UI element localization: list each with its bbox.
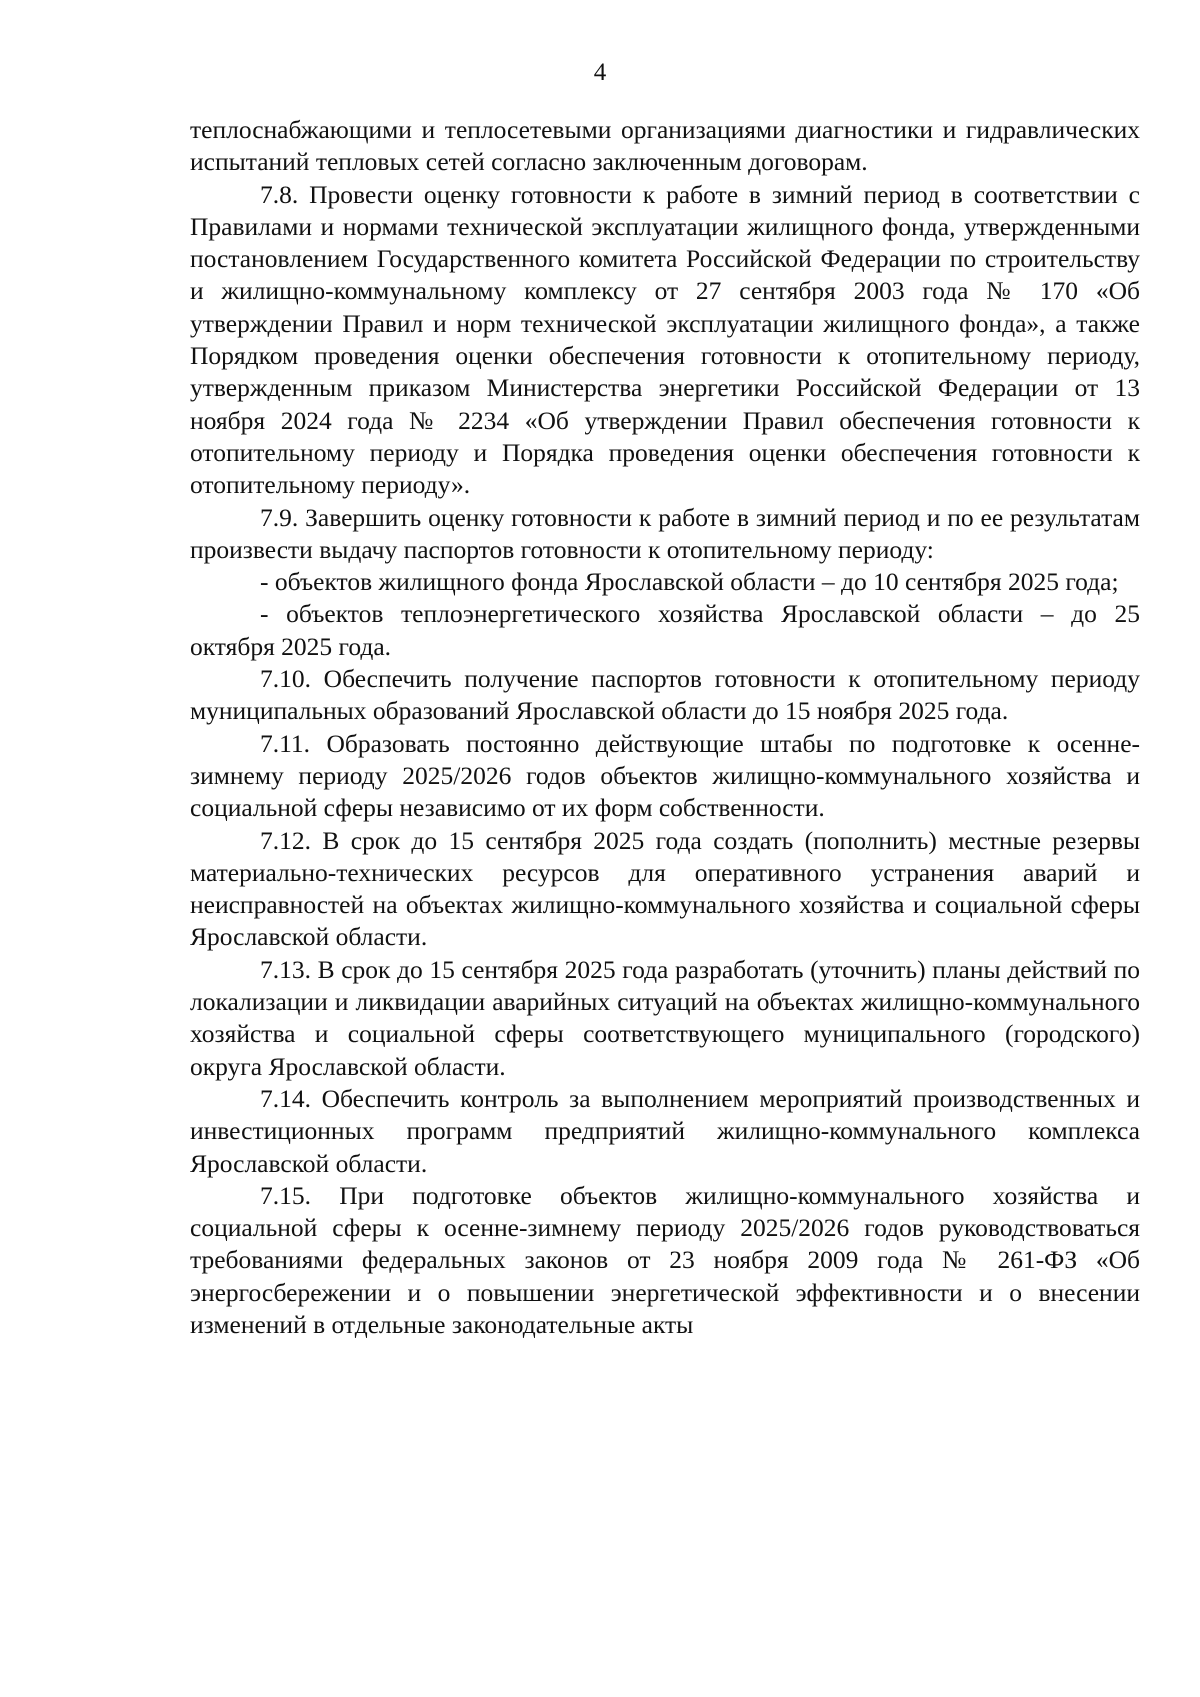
paragraph-7-11: 7.11. Образовать постоянно действующие штабы по подготовке к осенне-зимнему периоду 2025/2026 годов объектов жилищно-коммунального хозяйства и социальной сферы независимо от их форм собственности. <box>190 728 1140 823</box>
paragraph-7-10: 7.10. Обеспечить получение паспортов готовности к отопительному периоду муниципальных образований Ярославской области до 15 ноября 2025 года. <box>190 664 1140 726</box>
paragraph-7-9: 7.9. Завершить оценку готовности к работе в зимний период и по ее результатам произвести выдачу паспортов готовности к отопительному периоду: <box>190 502 1140 564</box>
paragraph-7-12: 7.12. В срок до 15 сентября 2025 года создать (пополнить) местные резервы материально-технических ресурсов для оперативного устранения аварий и неисправностей на объектах жилищно-коммунального хозяйства и социальной сферы Ярославской области. <box>190 825 1140 952</box>
page-number: 4 <box>593 59 607 86</box>
list-item-housing-fund: - объектов жилищного фонда Ярославской области – до 10 сентября 2025 года; <box>260 567 1119 597</box>
list-item-heat-energy: - объектов теплоэнергетического хозяйства Ярославской области – до 25 октября 2025 года. <box>190 599 1140 661</box>
paragraph-7-14: 7.14. Обеспечить контроль за выполнением мероприятий производственных и инвестиционных программ предприятий жилищно-коммунального комплекса Ярославской области. <box>190 1083 1140 1178</box>
paragraph-7-8: 7.8. Провести оценку готовности к работе в зимний период в соответствии с Правилами и нормами технической эксплуатации жилищного фонда, утвержденными постановлением Государственного комитета Российской Федерации по строительству и жилищно-коммунальному комплексу от 27 сентября 2003 года № 170 «Об утверждении Правил и норм технической эксплуатации жилищного фонда», а также Порядком проведения оценки обеспечения готовности к отопительному периоду, утвержденным приказом Министерства энергетики Российской Федерации от 13 ноября 2024 года № 2234 «Об утверждении Правил обеспечения готовности к отопительному периоду и Порядка проведения оценки обеспечения готовности к отопительному периоду». <box>190 179 1140 500</box>
paragraph-continuation: теплоснабжающими и теплосетевыми организациями диагностики и гидравлических испытаний тепловых сетей согласно заключенным договорам. <box>190 115 1140 177</box>
document-body <box>190 114 1140 1341</box>
paragraph-7-13: 7.13. В срок до 15 сентября 2025 года разработать (уточнить) планы действий по локализации и ликвидации аварийных ситуаций на объектах жилищно-коммунального хозяйства и социальной сферы соответствующего муниципального (городского) округа Ярославской области. <box>190 954 1140 1081</box>
paragraph-7-15: 7.15. При подготовке объектов жилищно-коммунального хозяйства и социальной сферы к осенне-зимнему периоду 2025/2026 годов руководствоваться требованиями федеральных законов от 23 ноября 2009 года № 261-ФЗ «Об энергосбережении и о повышении энергетической эффективности и о внесении изменений в отдельные законодательные акты <box>190 1180 1140 1339</box>
